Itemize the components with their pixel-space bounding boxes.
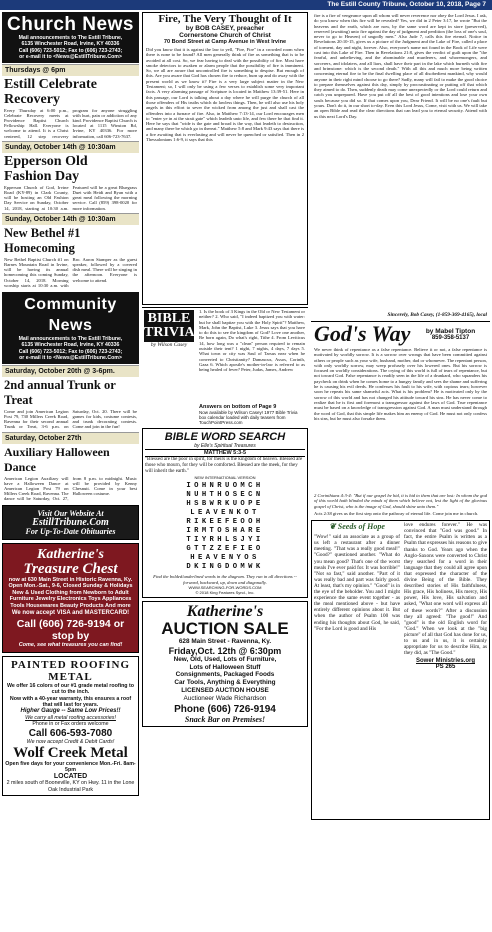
painted-phone[interactable]: Call 606-593-7080 xyxy=(28,727,113,739)
grid-row: IRMTOSHARE xyxy=(186,527,264,535)
painted-line: Higher Gauge -- Same Low Prices!! xyxy=(20,708,121,715)
fire-signature: Sincerely, Bob Casey, (1-859-369-4165), local xyxy=(387,312,487,318)
treasure-chest-ad xyxy=(2,543,139,653)
gods-way-end: Acts 2:38 gives us the first step onto the pathway of eternal life. Come join me in church. xyxy=(314,510,479,516)
seeds-code: PS 265 xyxy=(435,664,456,671)
seeds-right-text: love endures forever." He was convinced that "God was good." In fact, the entire Psalm is written as a Psalm that expresses his reasons to give thanks to God. Years ago when the Anglo-Saxons were converted to Christ they searched for a word in their language that they could all agree upon that expressed the character of the divine Being of the Bible. They described stories of His faithfulness, His grace, His holiness, His mercy, His power, His love, His salvation and asked, "What one word will express all of these words?" After a discussion they all agreed: "The good!" And "good" is the old English word for "God." When we look at the "big picture" of all that God has done for us, to us and in us, it is certainly appropriate for us to describe Him, as they did, as "The Good." xyxy=(404,522,487,657)
church-news-banner xyxy=(2,12,139,63)
event-title: Epperson Old Fashion Day xyxy=(4,153,88,184)
auction-auctioneer: Auctioneer Wade Richardson xyxy=(183,694,267,702)
word-search-verse: "Blessed are the poor in spirit, for theirs is the kingdom of heaven. Blessed are those who mourn, for they will be comforted. Blessed are the meek, for they will inherit the earth." xyxy=(145,457,303,474)
community-news-line: or e-mail it to <News@EstillTribune.Com> xyxy=(19,355,122,362)
website-line: For Up-To-Date Obituaries xyxy=(25,526,116,536)
leaf-icon: ❦ xyxy=(329,522,336,532)
gods-way-phone[interactable]: 859-358-5137 xyxy=(431,334,470,341)
grid-row: RIKEEFEOOH xyxy=(186,518,264,526)
event-body: Every Thursday at 6:00 p.m., Celebrate Recovery meets at Providence Baptist Church Fellowship Hall. Everyone is welcome to attend. It is a Christ centered, 12 step recovery program for anyone struggling with hurt, pain or addiction of any kind. Providence Baptist Church is located at 1115 Winston Rd, Irvine, KY 40336. For more information, call 606-723-7637. xyxy=(4,107,137,139)
grid-row: GTTZZEFIEO xyxy=(186,545,264,553)
community-news-line: Call (606) 723-5012; Fax to (606) 723-2743; xyxy=(18,348,123,355)
grid-row: HSBWRKUOPE xyxy=(186,500,264,508)
painted-title: PAINTED ROOFING METAL xyxy=(11,658,130,683)
trivia-promo: Now available by Wilson Casey! 1977 Bible Trivia box calendar loaded with daily teasers from TouchPointPress.com xyxy=(199,410,298,425)
bible-trivia xyxy=(142,307,308,425)
treasure-line: We now accept VISA and MASTERCARD! xyxy=(11,609,130,616)
fire-article xyxy=(142,12,308,305)
treasure-title: Katherine's xyxy=(37,546,104,562)
event-day: Sunday, October 14th @ 10:30am xyxy=(2,141,139,153)
auction-tagline: Snack Bar on Premises! xyxy=(184,714,266,724)
event-title: 2nd annual Trunk or Treat xyxy=(4,377,116,407)
website-line: Visit Our Website At xyxy=(37,508,104,518)
grid-row: IOHNRUOMCH xyxy=(186,482,264,490)
seeds-site[interactable]: Sower Ministries.org xyxy=(415,658,475,665)
word-search-byline: by Elle's Spiritual Treasures xyxy=(194,443,256,449)
auction-phone[interactable]: Phone (606) 726-9194 xyxy=(174,703,276,715)
fire-title: Fire, The Very Thought of It xyxy=(158,13,292,25)
painted-location: 2 miles south of Booneville, KY on Hwy. 11 in the Lone Oak Industrial Park xyxy=(6,780,135,793)
church-news-line: Mail announcements to The Estill Tribune, xyxy=(18,35,123,41)
painted-hours: Open five days for your convenience Mon.-Fri. 8am-5pm xyxy=(5,760,136,774)
auction-date: Friday,Oct. 12th @ 6:30pm xyxy=(168,645,282,656)
event-day: Sunday, October 14th @ 10:30am xyxy=(2,213,139,225)
seeds-of-hope xyxy=(311,520,490,820)
trivia-answers: Answers on bottom of Page 9 xyxy=(199,404,277,410)
seeds-left-text: "Wow!" said an associate as a group of us left a restaurant after a dinner meeting. "That was a really good meal!" "Good?" questioned another. "What do you mean good? That's one of the worst meals I've ever paid for. It was horrible!" "Not so fast," said another. "Part of it was really bad and part was fairly good. At least, that's my opinion." "Good" is in the eye of the beholder. You and I might experience the same event together - as the meal mentioned above - but have entirely different opinions about it. But when the author of Psalm 100 was ending his thoughts about God, he said, "For the Lord is good and His xyxy=(314,534,400,632)
event-title: Estill Celebrate Recovery xyxy=(4,76,97,107)
auction-ad xyxy=(142,601,308,727)
trivia-logo: BIBLE TRIVIA xyxy=(144,311,195,340)
gods-way-byline: by Mabel Tipton xyxy=(425,327,476,335)
word-search xyxy=(142,428,308,598)
painted-cards: We now accept Credit & Debit Cards! xyxy=(26,738,115,745)
painted-located: LOCATED xyxy=(53,772,88,780)
gods-way-verse: 2 Corinthians 4:3-4: "But if our gospel be hid, it is hid to them that are lost: In whom the god of this world hath blinded the minds of them which believe not, lest the light of the glorious gospel of Christ, who is the image of God, should shine unto them." xyxy=(314,493,487,509)
grid-row: LEAVENKOT xyxy=(190,509,260,517)
grid-row: NUHTHOSECN xyxy=(186,491,264,499)
trivia-byline: by Wilson Casey xyxy=(150,342,188,348)
website-banner[interactable] xyxy=(2,505,139,540)
word-search-copyright: © 2018 King Features Synd., Inc. xyxy=(195,590,255,595)
middle-column xyxy=(142,12,308,930)
auction-title: Katherine's xyxy=(186,603,264,620)
word-search-instructions: Find the bolded/underlined words in the diagram. They run in all directions -- forward, backward, up, down and diagonally. xyxy=(153,574,297,585)
wolf-creek-metal-ad xyxy=(2,656,139,796)
event-day: Thursdays @ 6pm xyxy=(2,64,139,76)
treasure-line: now at 630 Main Street in Historic Ravenna, Ky. xyxy=(8,576,133,583)
event-body: Epperson Church of God, Irvine Road (KY-89) in Clark County, will be hosting an Old Fashion Day Service on Sunday, October 14, 2018, starting at 10:30 a.m. Featured will be a great Bluegrass Duet with Heidi and Ryan with a great meal following the morning service. Call (859) 398-0020 for more information. xyxy=(4,184,137,211)
church-news-line: 6135 Winchester Road, Irvine, KY 40336 xyxy=(21,41,120,48)
word-search-ref: MATTHEW 5:3-5 xyxy=(145,449,305,457)
fire-body-continued: fire is a fire of vengeance upon all whom will never reverence nor obey the Lord Jesus. I ask, do you know when this fire will be revealed? Yes, we did in 2 Peter 3:17, he wrote "But the heavens and the earth, which are now, by the same word are kept in store (preserved), reserved (awaiting) unto fire against the day of judgment and perdition (the loss of one's soul, never to go to Heaven) of ungodly men." Also Jude 7, calls this fire eternal. Notice in Revelations 20:10-15, gives us a picture of the Judgment and the Lake of Fire, called a place of torment, day and night, forever. Also, everyone's name not found in the Book of Life were cast into this Lake of Fire. Then in Revelations 21:8, gives the verdict of guilt upon the "the fearful, and unbelieving, and the abominable and murderers, and whoremongers, and sorcerers, and idolaters, and all liars, shall have their part in the lake which burneth with fire and brimstone: which is the second death." With all this and much more being written concerning eternal fire to be the final dwelling place of all disobedient mankind, why would anyone in their right mind choose to go there? Sadly, many will fail to make the good choice to prepare themselves against this day, simply by procrastinating or putting off that which they aimed to do. Then, suddenly death may come unexpectedly or the Lord could return and catch you unprepared. Have you put off all the best of good intentions and lose your own souls because you did so. If that comes upon you, Dear Friend. It will be no one's fault but yours. Don't do it, in our short to-day. Even this Lord Jesus, Come, visit with us. We will take an open Bible and read the clear directions that can lead you to eternal security. Attend with us this next Lord's Day. xyxy=(314,13,487,119)
page-header: The Estill County Tribune, October 10, 2018, Page 7 xyxy=(0,0,492,10)
event-body: Come and join American Legion Post 79, 730 Millers Creek Road, Ravenna for their second annual Trunk or Treat, 3-6 p.m. on Saturday, Oct. 20. There will be games for kids, costume contests, and trunk decorating contests. Come and join in the fun! xyxy=(4,408,137,430)
fire-body: Did you know that it is against the law to yell, "Fire, Fire" in a crowded room when there is none to be found? All men generally think of fire as something that is to be avoided at all cost. So, we fear having to deal with the possibility of fire. Most have smoke detectors to awaken or alarm people that the possibility of fire is imminent. So, we all are aware that uncontrolled fire is something to despise. But enough of this. Are you aware that God has chosen fire to reduce, burn up and do away with the present world as we know it? Fire is a very large subject matter in the New Testament; so, I will only be using a few verses to establish some very important facts. A very alarming passage of Scripture is located in Matthew 13:39-51. Here in this passage, our Lord is talking about a day where he will purge the church of all those offenders of His truths which do lawless things. Then, he will also use his holy angels in this effort to sever the wicked from among the just and shall cast the offenders into a furnace of fire. Also, in Matthew 7:13-14, our Lord encourages men to "enter ye in at the strait gate" which leadeth unto life, and few there be that find it. Here he says that "wide is the gate and broad is the way, that leadeth to destruction, and many there be which go in thereat." Matthew 5:8 and Mark 9:43 says that there is a fire awaiting that is everlasting and will never be quenched or satisfied. Then in 2 Thessalonians 1:6-9, it says that this xyxy=(146,47,304,143)
event-body: American Legion Auxiliary will have a Halloween Dance at American Legion Post 79 on Millers Creek Road, Ravenna. The dance will be Saturday, Oct. 27, from 8 p.m. to midnight. Music will be provided by Kenny Chesnutt. Come in your best Halloween costume. xyxy=(4,475,137,502)
seeds-title xyxy=(314,522,400,531)
word-search-version: NEW INTERNATIONAL VERSION xyxy=(194,475,256,480)
community-news-line: 6135 Winchester Road, Irvine, KY 40336 xyxy=(21,342,120,349)
fire-byline: by BOB CASEY, preacher xyxy=(185,25,265,32)
treasure-tagline: Come, see what treasures you can find! xyxy=(18,642,123,649)
community-news-line: Mail announcements to The Estill Tribune, xyxy=(18,336,123,343)
fire-address: 70 Bond Street at Camp Avenue in West Irvine xyxy=(163,39,287,45)
event-day: Saturday, October 27th xyxy=(2,432,139,444)
auction-line: Lots of Halloween Stuff xyxy=(189,663,261,671)
word-search-site[interactable]: WWW.SEARCHING-FOR-WORDS.COM xyxy=(188,585,262,590)
word-search-title: BIBLE WORD SEARCH xyxy=(164,431,286,443)
painted-line: We offer 16 colors of our #1 grade metal roofing to cut to the inch. xyxy=(6,682,135,696)
church-news-line: Call (606) 723-5012; Fax to (606) 723-2743; xyxy=(18,47,123,54)
seeds-title-text: Seeds of Hope xyxy=(337,522,385,532)
church-news-title: Church News xyxy=(7,14,134,35)
website-url[interactable]: EstillTribune.Com xyxy=(32,516,109,528)
treasure-line: Open Mon.-Sat., 9-6, Closed Sunday & Holidays xyxy=(8,583,133,590)
grid-row: HEAVENYOS xyxy=(190,554,260,562)
event-day: Saturday, October 20th @ 3-6pm. xyxy=(2,365,139,377)
gods-way-title: God's Way xyxy=(314,321,411,346)
treasure-line: Tools Housewares Beauty Products And more xyxy=(10,602,131,609)
event-body: New Bethel Baptist Church #1 on Barnes Mountain Road in Irvine, will be having its annual homecoming this coming Sunday, October 14, 2018. Morning worship starts at 10:30 a.m. with Bro. Aaron Stamper as the guest speaker, followed by a covered dish meal. There will be singing in the afternoon. Everyone is welcome to attend. xyxy=(4,256,137,288)
gods-way-body: We never think of repentance as a false repentance. Believe it or not, a false repentance is motivated by worldly sorrow. It is a sorrow over wrongs that have been committed against others or people such as your wife, husband, mother, dad or whomever. The repentant person, with only worldly sorrow, may weep profusely over his lowered ones. But his sorrow is focused on worldly considerations. The crying of this world is full of tears of repentance, but not toward God. False repentance is readily seen in the life of a drunkard, who squanders his paycheck on drink when he comes home to a hungry family and sees the shame and suffering he is causing his evil deeds. He confesses his fault to his wife, with copious tears; however soon he repeats his same shameful acts. What is his problem? He is motivated only by the sorrow of this world and has not changed his attitude toward his sins. He has never come to realize that he is first and foremost a transgressor against the laws of God. True repentance must be based on a knowledge of transgression against God. A man must understand through the word of God, that this simple life makes him an enemy of God. He must not only confess his sins, but he must also forsake them. xyxy=(314,347,487,421)
treasure-line: New & Used Clothing from Newborn to Adult xyxy=(12,589,129,596)
auction-line: Consignments, Packaged Foods xyxy=(175,671,275,679)
treasure-title: Treasure Chest xyxy=(23,560,118,577)
auction-license: LICENSED AUCTION HOUSE xyxy=(181,686,269,694)
auction-title: AUCTION SALE xyxy=(161,619,289,638)
painted-line: We carry all metal roofing accessories! xyxy=(25,714,116,721)
community-news-banner xyxy=(2,292,139,364)
grid-row: TIYRHLSJYI xyxy=(186,536,264,544)
community-news-title: Community News xyxy=(24,296,117,335)
treasure-line: Furniture Jewelry Electronics Toys Appliances xyxy=(9,596,132,603)
treasure-phone[interactable]: Call (606) 726-9194 or stop by xyxy=(16,618,125,643)
wolf-creek-name: Wolf Creek Metal xyxy=(13,744,128,761)
event-title: Auxiliary Halloween Dance xyxy=(4,444,110,474)
auction-address: 628 Main Street - Ravenna, Ky. xyxy=(178,638,272,645)
word-grid xyxy=(145,482,305,572)
trivia-questions: 1. Is the book of 3 Kings in the Old or New Testament or neither? 2. Who said, "I indeed baptized you with water: but he shall baptize you with the Holy Spirit"? Matthew, Mark, John the Baptist, Luke 3. Jesus says that you have to do this to see the kingdom of God? Love one another, Be born again, Do what's right, Tithe 4. From Leviticus 14, how long was a "clean" person required to remain outside their tent? 1 night, 7 nights, 4 days, 7 days 5. What town or city was Saul of Tarsus near when he converted to Christianity? Damascus, Assos, Corinth, Gaza 6. Which apostle's mother-in-law is referred to as being healed of fever? Peter, Judas, James, Andrew xyxy=(199,309,305,373)
left-column xyxy=(2,12,139,930)
auction-line: New, Old, Used, Lots of Furniture, xyxy=(173,655,277,663)
fire-org: Cornerstone Church of Christ xyxy=(179,32,271,39)
gods-way-column xyxy=(311,321,490,517)
church-news-line: or e-mail it to <News@EstillTribune.Com> xyxy=(19,54,122,61)
painted-line: Phone in or Fax orders welcome xyxy=(32,721,109,728)
right-column xyxy=(311,12,490,930)
painted-line: Now with a 40-year warranty, this ensures a roof that will last for years. xyxy=(9,695,132,708)
event-title: New Bethel #1 Homecoming xyxy=(4,225,81,255)
grid-row: DKINGDOMWK xyxy=(186,563,264,571)
auction-line: Car Tools, Anything & Everything xyxy=(174,679,276,687)
